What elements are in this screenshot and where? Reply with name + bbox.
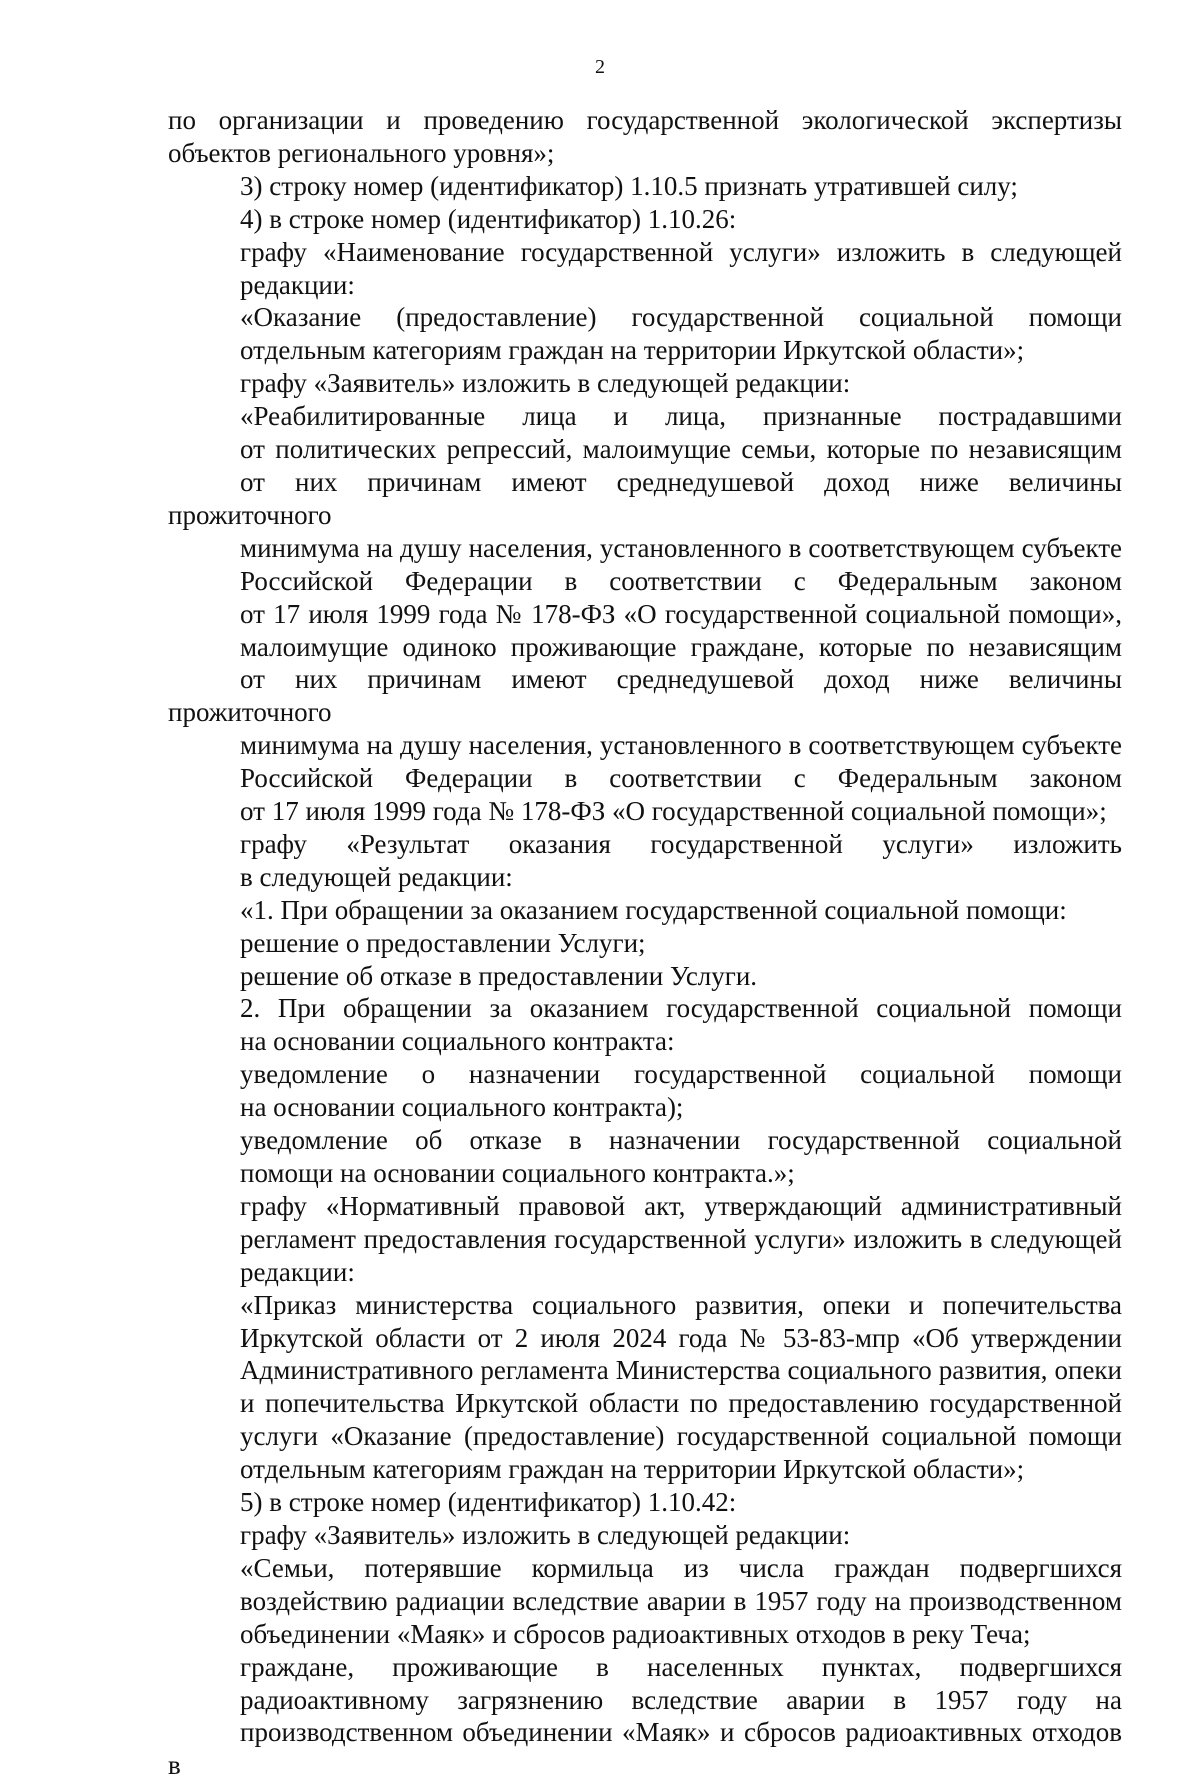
paragraph <box>168 927 1122 960</box>
paragraph <box>168 1486 1122 1519</box>
paragraph <box>168 1190 1122 1289</box>
paragraph <box>168 367 1122 400</box>
paragraph <box>168 301 1122 367</box>
paragraph <box>168 1058 1122 1124</box>
text-line: услуги «Оказание (предоставление) государственной социальной помощи <box>240 1421 1122 1452</box>
text-line: уведомление о назначении государственной социальной помощи <box>240 1059 1122 1090</box>
paragraph <box>168 170 1122 203</box>
text-line: «Реабилитированные лица и лица, признанные пострадавшими <box>240 401 1122 432</box>
text-line: отдельным категориям граждан на территории Иркутской области»; <box>240 1454 1025 1485</box>
text-line: минимума на душу населения, установленного в соответствующем субъекте <box>240 730 1122 761</box>
text-line: производственном объединении «Маяк» и сбросов радиоактивных отходов в <box>168 1717 1122 1781</box>
text-line: «Семьи, потерявшие кормильца из числа граждан подвергшихся <box>240 1552 1122 1583</box>
text-line: «1. При обращении за оказанием государственной социальной помощи: <box>240 894 1067 925</box>
text-line: редакции: <box>240 1256 355 1287</box>
text-line: от 17 июля 1999 года № 178-ФЗ «О государственной социальной помощи», <box>240 598 1122 629</box>
text-line: Российской Федерации в соответствии с Федеральным законом <box>240 763 1122 794</box>
text-line: в следующей редакции: <box>240 861 513 892</box>
paragraph <box>168 236 1122 302</box>
text-line: графу «Результат оказания государственной услуги» изложить <box>240 828 1122 859</box>
text-line: радиоактивному загрязнению вследствие аварии в 1957 году на <box>240 1684 1122 1715</box>
text-line: граждане, проживающие в населенных пунктах, подвергшихся <box>240 1651 1122 1682</box>
text-line: воздействию радиации вследствие аварии в 1957 году на производственном <box>240 1585 1122 1616</box>
document-body <box>168 104 1122 1782</box>
text-line: графу «Заявитель» изложить в следующей редакции: <box>240 1519 851 1550</box>
paragraph <box>168 960 1122 993</box>
text-line: графу «Заявитель» изложить в следующей редакции: <box>240 368 851 399</box>
text-line: «Приказ министерства социального развития, опеки и попечительства <box>240 1289 1122 1320</box>
text-line: решение о предоставлении Услуги; <box>240 927 646 958</box>
text-line: на основании социального контракта: <box>240 1026 675 1057</box>
text-line: 4) в строке номер (идентификатор) 1.10.26: <box>240 203 737 234</box>
text-line: Российской Федерации в соответствии с Федеральным законом <box>240 565 1122 596</box>
text-line: 5) в строке номер (идентификатор) 1.10.42: <box>240 1487 737 1518</box>
paragraph <box>168 203 1122 236</box>
text-line: помощи на основании социального контракта.»; <box>240 1158 795 1188</box>
text-line: объединении «Маяк» и сбросов радиоактивных отходов в реку Теча; <box>240 1618 1031 1649</box>
text-line: уведомление об отказе в назначении государственной социальной <box>240 1125 1122 1156</box>
text-line: по организации и проведению государственной экологической экспертизы <box>168 105 1122 135</box>
paragraph <box>168 1552 1122 1651</box>
text-line: объектов регионального уровня»; <box>168 137 555 168</box>
paragraph <box>168 1124 1122 1190</box>
text-line: решение об отказе в предоставлении Услуги. <box>240 960 758 991</box>
page-number: 2 <box>595 56 605 78</box>
text-line: и попечительства Иркутской области по предоставлению государственной <box>240 1388 1122 1419</box>
text-line: от политических репрессий, малоимущие семьи, которые по независящим <box>240 434 1122 465</box>
text-line: регламент предоставления государственной услуги» изложить в следующей <box>240 1223 1122 1254</box>
paragraph <box>168 894 1122 927</box>
paragraph <box>168 1519 1122 1552</box>
text-line: «Оказание (предоставление) государственной социальной помощи <box>240 302 1122 333</box>
text-line: от 17 июля 1999 года № 178-ФЗ «О государственной социальной помощи»; <box>240 796 1107 827</box>
text-line: отдельным категориям граждан на территории Иркутской области»; <box>240 335 1025 366</box>
text-line: редакции: <box>240 269 355 300</box>
text-line: от них причинам имеют среднедушевой доход ниже величины прожиточного <box>168 466 1122 530</box>
paragraph <box>168 828 1122 894</box>
text-line: графу «Нормативный правовой акт, утверждающий административный <box>240 1190 1122 1221</box>
paragraph <box>168 1651 1122 1782</box>
text-line: 3) строку номер (идентификатор) 1.10.5 признать утратившей силу; <box>240 170 1018 201</box>
paragraph <box>168 992 1122 1058</box>
text-line: на основании социального контракта); <box>240 1092 684 1123</box>
text-line: графу «Наименование государственной услуги» изложить в следующей <box>240 236 1122 267</box>
text-line: Иркутской области от 2 июля 2024 года № 53-83-мпр «Об утверждении <box>240 1322 1122 1353</box>
paragraph <box>168 104 1122 170</box>
paragraph <box>168 400 1122 828</box>
text-line: 2. При обращении за оказанием государственной социальной помощи <box>240 993 1122 1024</box>
text-line: минимума на душу населения, установленного в соответствующем субъекте <box>240 532 1122 563</box>
paragraph <box>168 1289 1122 1486</box>
text-line: от них причинам имеют среднедушевой доход ниже величины прожиточного <box>168 664 1122 728</box>
text-line: Административного регламента Министерства социального развития, опеки <box>240 1355 1122 1386</box>
text-line: малоимущие одиноко проживающие граждане, которые по независящим <box>240 631 1122 662</box>
